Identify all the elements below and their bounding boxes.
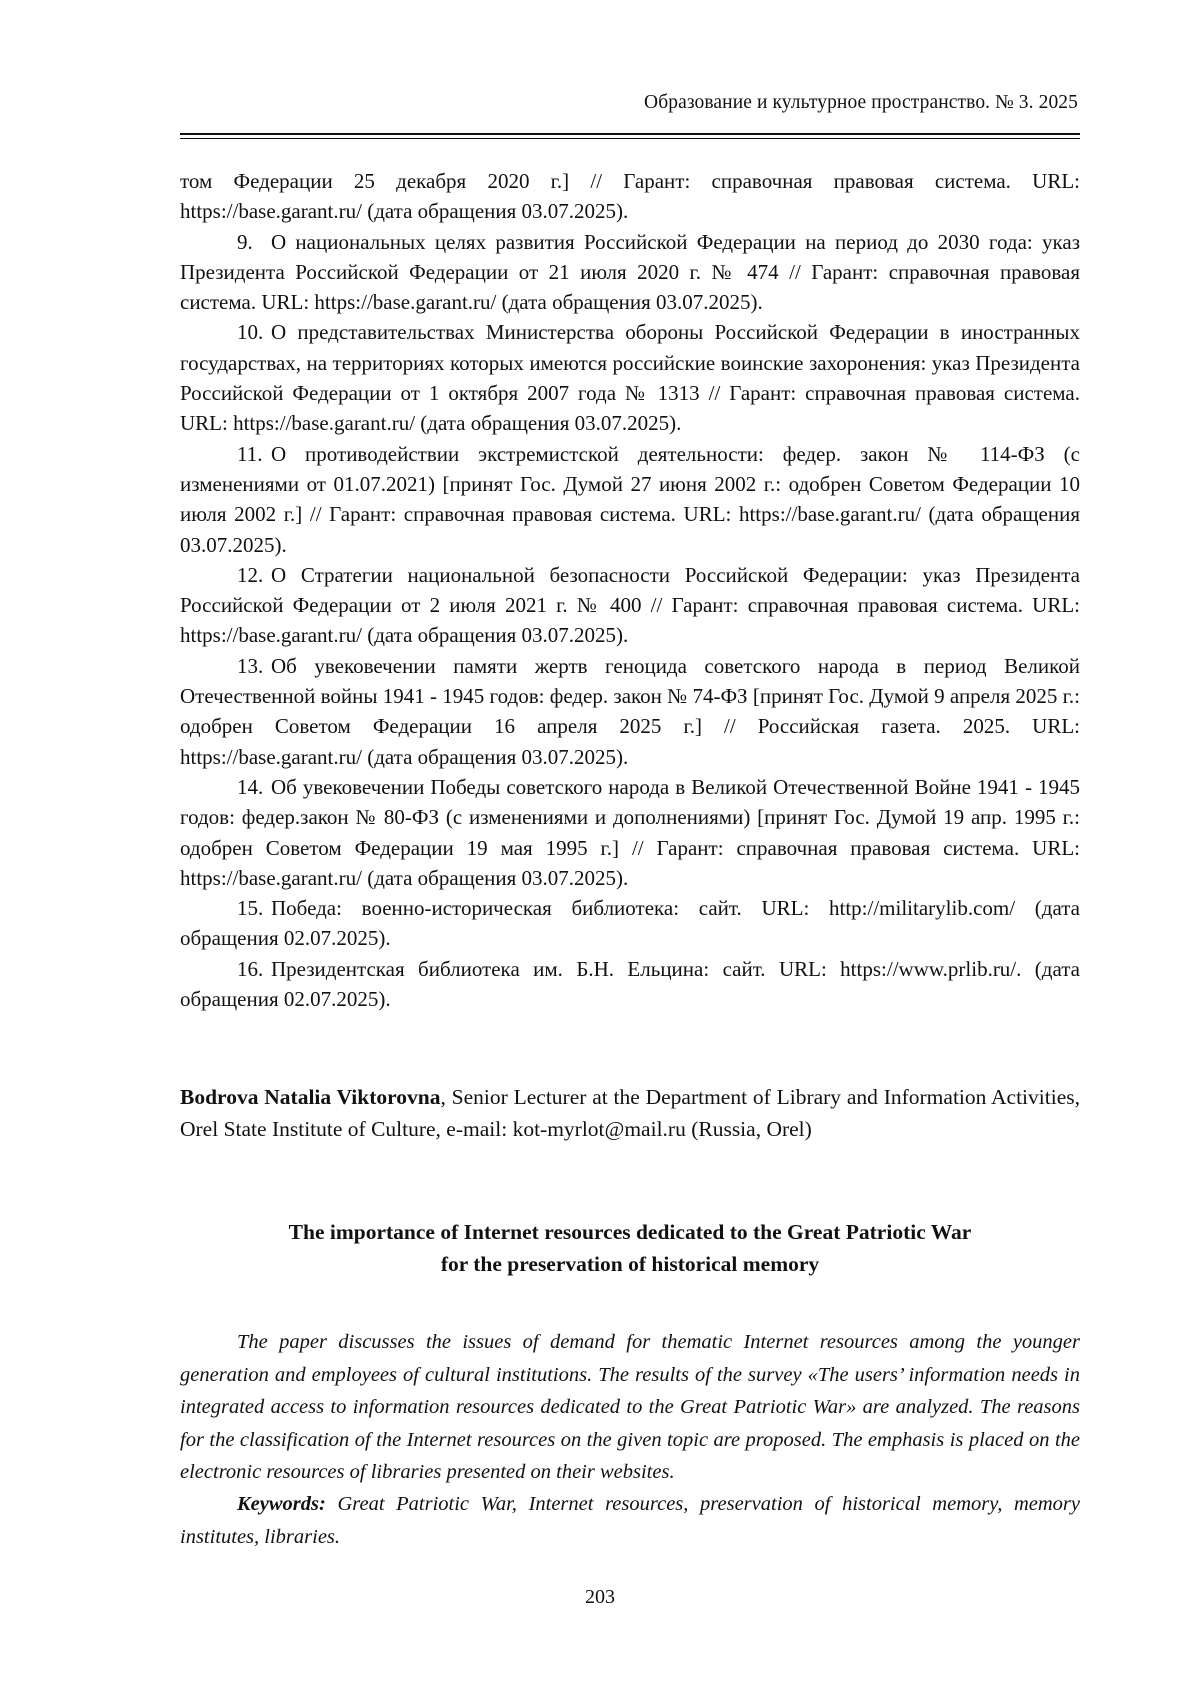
reference-item xyxy=(180,651,1080,772)
reference-text: Президентская библиотека им. Б.Н. Ельцина: сайт. URL: https://www.prlib.ru/. (дата обращения 02.07.2025). xyxy=(180,956,1080,1012)
reference-item xyxy=(180,439,1080,560)
keywords-text: Great Patriotic War, Internet resources, preservation of historical memory, memory institutes, libraries. xyxy=(180,1493,1080,1548)
author-info xyxy=(180,1082,1080,1145)
reference-text: Об увековечении памяти жертв геноцида советского народа в период Великой Отечественной войны 1941 - 1945 годов: федер. закон № 74-ФЗ [принят Гос. Думой 9 апреля 2025 г.: одобрен Советом Федерации 16 апреля 2025 г.] // Российская газета. 2025. URL: https://base.garant.ru/ (дата обращения 03.07.2025). xyxy=(180,653,1080,769)
reference-text: Об увековечении Победы советского народа в Великой Отечественной Войне 1941 - 1945 годов: федер.закон № 80-ФЗ (с изменениями и дополнениями) [принят Гос. Думой 19 апр. 1995 г.: одобрен Советом Федерации 19 мая 1995 г.] // Гарант: справочная правовая система. URL: https://base.garant.ru/ (дата обращения 03.07.2025). xyxy=(180,774,1080,890)
running-header: Образование и культурное пространство. № 3. 2025 xyxy=(644,92,1078,113)
reference-number: 11. xyxy=(237,441,263,466)
article-title xyxy=(180,1217,1080,1280)
reference-item xyxy=(180,227,1080,318)
reference-number: 13. xyxy=(237,653,264,678)
reference-item xyxy=(180,317,1080,438)
abstract: The paper discusses the issues of demand for thematic Internet resources among the younger generation and employees of cultural institutions. The results of the survey «The users’ information needs in integrated access to information resources dedicated to the Great Patriotic War» are analyzed. The reasons for the classification of the Internet resources on the given topic are proposed. The emphasis is placed on the electronic resources of libraries presented on their websites. xyxy=(180,1331,1080,1483)
keywords-label: Keywords: xyxy=(237,1493,326,1515)
reference-list xyxy=(180,166,1080,1014)
reference-number: 10. xyxy=(237,320,264,345)
reference-number: 15. xyxy=(237,896,264,921)
page-number: 203 xyxy=(585,1586,615,1608)
reference-number: 16. xyxy=(237,956,264,981)
reference-text: О противодействии экстремистской деятельности: федер. закон № 114-ФЗ (с изменениями от 01.07.2021) [принят Гос. Думой 27 июня 2002 г.: одобрен Советом Федерации 10 июля 2002 г.] // Гарант: справочная правовая система. URL: https://base.garant.ru/ (дата обращения 03.07.2025). xyxy=(180,441,1080,557)
reference-continuation: том Федерации 25 декабря 2020 г.] // Гарант: справочная правовая система. URL: https://base.garant.ru/ (дата обращения 03.07.2025). xyxy=(180,169,1080,224)
reference-number: 14. xyxy=(237,774,264,799)
reference-item xyxy=(180,560,1080,651)
reference-item xyxy=(180,772,1080,893)
reference-text: О Стратегии национальной безопасности Российской Федерации: указ Президента Российской Федерации от 2 июля 2021 г. № 400 // Гарант: справочная правовая система. URL: https://base.garant.ru/ (дата обращения 03.07.2025). xyxy=(180,562,1080,648)
reference-number: 12. xyxy=(237,562,264,587)
header-rule-thin xyxy=(180,138,1080,139)
header-rule-thick xyxy=(180,133,1080,135)
reference-item xyxy=(180,893,1080,954)
keywords xyxy=(180,1488,1080,1553)
article-title-line-1: The importance of Internet resources dedicated to the Great Patriotic War xyxy=(288,1220,972,1244)
reference-item xyxy=(180,954,1080,1015)
author-affiliation: , Senior Lecturer at the Department of Library and Information Activities, Orel State Institute of Culture, e-mail: kot-myrlot@mail.ru (Russia, Orel) xyxy=(180,1085,1080,1141)
reference-number: 9. xyxy=(237,229,253,254)
reference-text: О национальных целях развития Российской Федерации на период до 2030 года: указ Президента Российской Федерации от 21 июля 2020 г. № 474 // Гарант: справочная правовая система. URL: https://base.garant.ru/ (дата обращения 03.07.2025). xyxy=(180,229,1080,315)
reference-text: Победа: военно-историческая библиотека: сайт. URL: http://militarylib.com/ (дата обращения 02.07.2025). xyxy=(180,896,1080,951)
author-name: Bodrova Natalia Viktorovna xyxy=(180,1085,441,1109)
article-title-line-2: for the preservation of historical memory xyxy=(440,1251,820,1276)
reference-text: О представительствах Министерства обороны Российской Федерации в иностранных государствах, на территориях которых имеются российские воинские захоронения: указ Президента Российской Федерации от 1 октября 2007 года № 1313 // Гарант: справочная правовая система. URL: https://base.garant.ru/ (дата обращения 03.07.2025). xyxy=(180,320,1080,436)
